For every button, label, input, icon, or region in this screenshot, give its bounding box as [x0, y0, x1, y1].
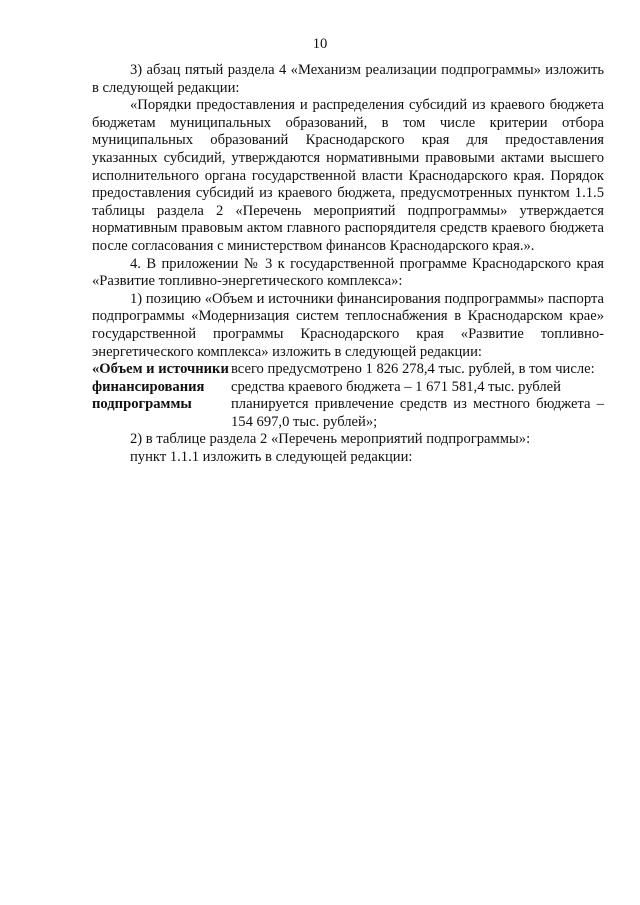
- paragraph-item-4-2: 2) в таблице раздела 2 «Перечень мероприятий подпрограммы»:: [130, 431, 531, 448]
- paragraph-item-4-1: 1) позицию «Объем и источники финансирования подпрограммы» паспорта подпрограммы «Модернизация систем теплоснабжения в Краснодарском крае» государственной программы Краснодарского края «Развитие топливно-энергетического комплекса» изложить в следующей редакции:: [92, 290, 604, 360]
- paragraph-item-4: 4. В приложении № 3 к государственной программе Краснодарского края «Развитие топливно-энергетического комплекса»:: [92, 255, 604, 290]
- passport-position: [92, 361, 604, 431]
- passport-label: «Объем и источники финансирования подпрограммы: [92, 361, 229, 413]
- paragraph-item-3: 3) абзац пятый раздела 4 «Механизм реализации подпрограммы» изложить в следующей редакции:: [92, 62, 604, 96]
- paragraph-quote: «Порядки предоставления и распределения субсидий из краевого бюджета бюджетам муниципальных образований, в том числе критерии отбора муниципальных образований Краснодарского края для предоставления указанных субсидий, утверждаются нормативными правовыми актами высшего исполнительного органа государственной власти Краснодарского края. Порядок предоставления субсидий из краевого бюджета, предусмотренных пунктом 1.1.5 таблицы раздела 2 «Перечень мероприятий подпрограммы» утверждается нормативным правовым актом главного распорядителя средств краевого бюджета после согласования с министерством финансов Краснодарского края.».: [92, 97, 604, 254]
- passport-local-budget: планируется привлечение средств из местного бюджета – 154 697,0 тыс. рублей»;: [231, 396, 604, 430]
- passport-total: всего предусмотрено 1 826 278,4 тыс. рублей, в том числе:: [231, 361, 595, 378]
- passport-values: [231, 361, 604, 431]
- passport-regional-budget: средства краевого бюджета – 1 671 581,4 тыс. рублей: [231, 378, 561, 395]
- document-body: [92, 62, 604, 467]
- page-number: 10: [312, 36, 328, 52]
- paragraph-point-1-1-1: пункт 1.1.1 изложить в следующей редакции:: [130, 449, 413, 466]
